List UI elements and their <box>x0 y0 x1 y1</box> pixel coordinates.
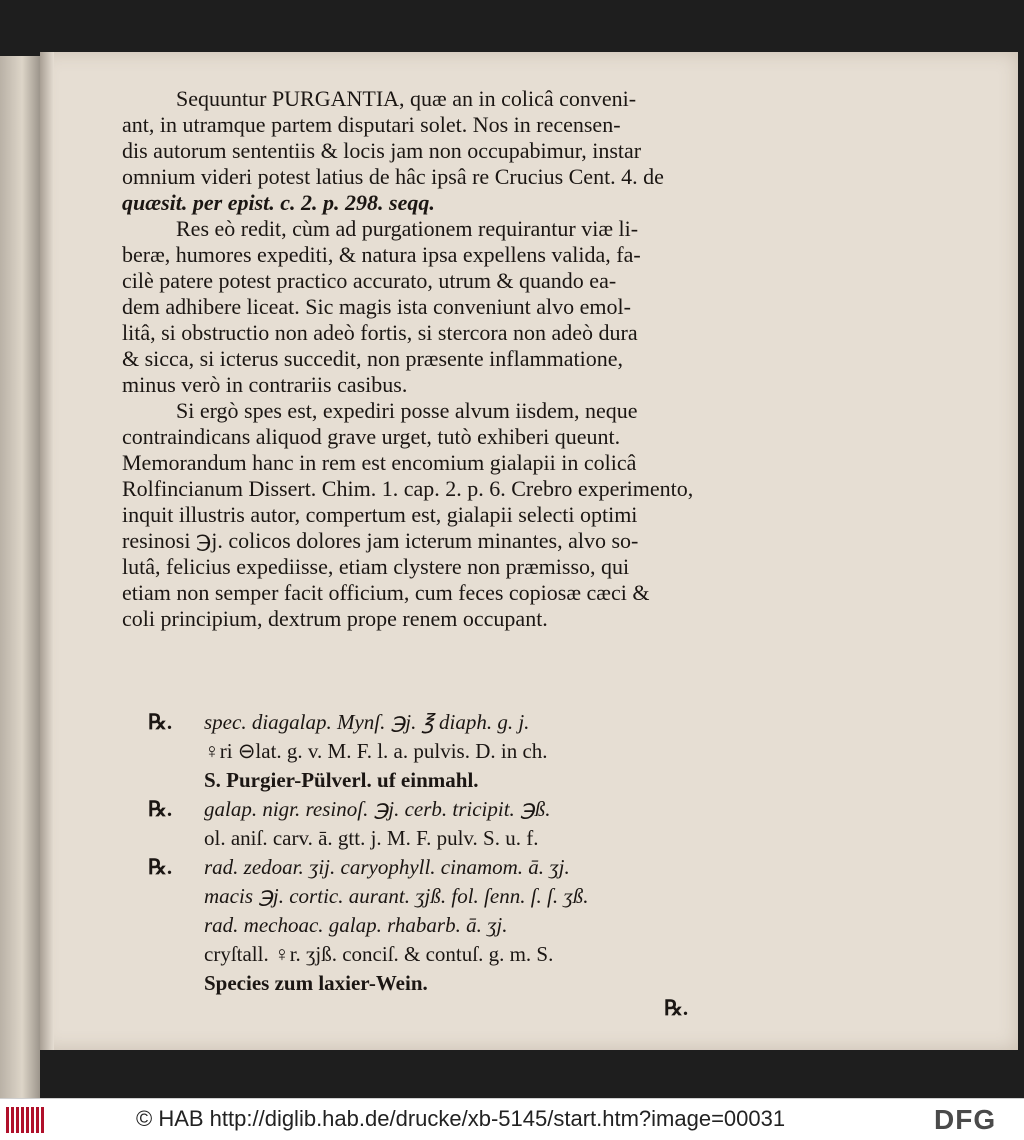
recipe-symbol: ℞. <box>148 710 173 734</box>
text-line: dis autorum sententiis & locis jam non occupabimur, instar <box>122 138 642 163</box>
facing-page-edge <box>0 56 40 1098</box>
catchword: ℞. <box>664 996 689 1020</box>
paragraph-3 <box>122 398 702 632</box>
body-text <box>122 86 702 632</box>
text-line: Res eò redit, cùm ad purgationem requirantur viæ li- <box>176 216 639 241</box>
text-line: quæsit. per epist. c. 2. p. 298. seqq. <box>122 190 435 215</box>
dfg-logo: DFG <box>934 1104 997 1135</box>
text-line: lutâ, felicius expediisse, etiam clystere non præmisso, qui <box>122 554 630 579</box>
recipe-symbol: ℞. <box>148 855 173 879</box>
recipe-symbol: ℞. <box>148 797 173 821</box>
text-line: litâ, si obstructio non adeò fortis, si stercora non adeò dura <box>122 320 638 345</box>
recipe-block <box>148 708 708 998</box>
paragraph-1 <box>122 86 702 216</box>
text-line: Si ergò spes est, expediri posse alvum iisdem, neque <box>176 398 638 423</box>
text-line: etiam non semper facit officium, cum feces copiosæ cæci & <box>122 580 650 605</box>
text-line: contraindicans aliquod grave urget, tutò exhiberi queunt. <box>122 424 621 449</box>
recipe-line: macis ℈j. cortic. aurant. ʒjß. fol. ſenn. ſ. ſ. ʒß. <box>204 884 589 908</box>
text-line: inquit illustris autor, compertum est, gialapii selecti optimi <box>122 502 638 527</box>
page-gutter <box>40 52 54 1050</box>
text-line: resinosi ℈j. colicos dolores jam icterum minantes, alvo so- <box>122 528 639 553</box>
text-line: omnium videri potest latius de hâc ipsâ re Crucius Cent. 4. de <box>122 164 664 189</box>
recipe-line: Species zum laxier-Wein. <box>204 971 428 995</box>
recipe-line: cryſtall. ♀r. ʒjß. conciſ. & contuſ. g. m. S. <box>204 942 554 966</box>
recipe-line: galap. nigr. resinoſ. ℈j. cerb. tricipit. ℈ß. <box>204 797 551 821</box>
recipe-line: spec. diagalap. Mynſ. ℈j. ℥ diaph. g. j. <box>204 710 530 734</box>
text-line: Rolfincianum Dissert. Chim. 1. cap. 2. p. 6. Crebro experimento, <box>122 476 694 501</box>
library-logo-icon <box>6 1107 46 1133</box>
recipe-1 <box>148 708 708 795</box>
text-line: coli principium, dextrum prope renem occupant. <box>122 606 548 631</box>
text-line: & sicca, si icterus succedit, non præsente inflammatione, <box>122 346 623 371</box>
recipe-2 <box>148 795 708 853</box>
recipe-line: S. Purgier-Pülverl. uf einmahl. <box>204 768 479 792</box>
text-line: beræ, humores expediti, & natura ipsa expellens valida, fa- <box>122 242 641 267</box>
viewer-footer <box>0 1098 1024 1140</box>
recipe-line: ol. aniſ. carv. ā. gtt. j. M. F. pulv. S. u. f. <box>204 826 539 850</box>
text-line: dem adhibere liceat. Sic magis ista conveniunt alvo emol- <box>122 294 631 319</box>
text-line: Sequuntur PURGANTIA, quæ an in colicâ conveni- <box>176 86 637 111</box>
text-line: cilè patere potest practico accurato, utrum & quando ea- <box>122 268 617 293</box>
source-link[interactable]: © HAB http://diglib.hab.de/drucke/xb-5145/start.htm?image=00031 <box>136 1106 786 1131</box>
recipe-line: ♀ri ⊖lat. g. v. M. F. l. a. pulvis. D. in ch. <box>204 739 548 763</box>
recipe-3 <box>148 853 708 998</box>
recipe-line: rad. mechoac. galap. rhabarb. ā. ʒj. <box>204 913 508 937</box>
text-line: Memorandum hanc in rem est encomium gialapii in colicâ <box>122 450 637 475</box>
paragraph-2 <box>122 216 702 398</box>
recipe-line: rad. zedoar. ʒij. caryophyll. cinamom. ā. ʒj. <box>204 855 570 879</box>
text-line: ant, in utramque partem disputari solet. Nos in recensen- <box>122 112 621 137</box>
text-line: minus verò in contrariis casibus. <box>122 372 408 397</box>
